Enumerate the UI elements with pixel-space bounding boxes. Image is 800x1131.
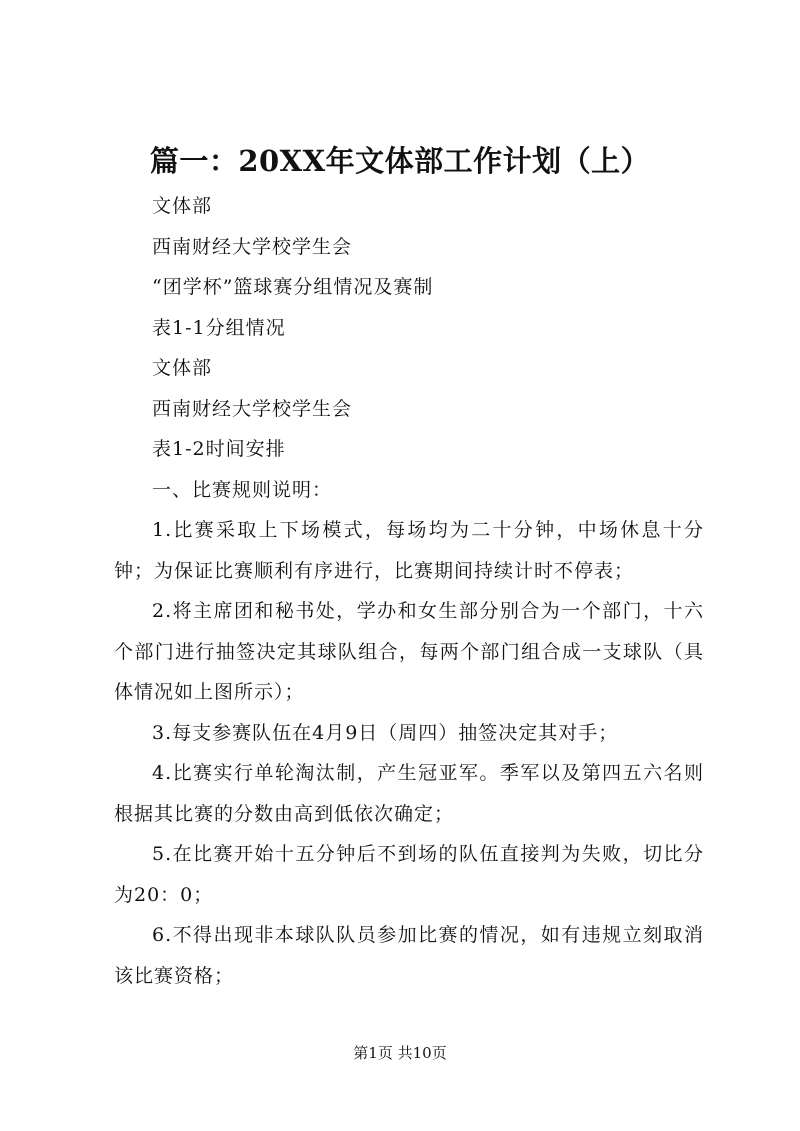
paragraph-event-heading: “团学杯”篮球赛分组情况及赛制 <box>152 276 434 298</box>
paragraph-table-1-1: 表1-1分组情况 <box>152 316 286 339</box>
paragraph-department-2: 文体部 <box>152 357 213 379</box>
paragraph-rule-3: 3.每支参赛队伍在4月9日（周四）抽签决定其对手； <box>152 721 619 744</box>
paragraph-organization-2: 西南财经大学校学生会 <box>152 397 353 420</box>
paragraph-rule-2: 2.将主席团和秘书处，学办和女生部分别合为一个部门，十六个部门进行抽签决定其球队组合，每两个部门组合成一支球队（具体情况如上图所示）； <box>114 600 704 703</box>
page-footer: 第1页 共10页 <box>353 1044 447 1062</box>
document-body <box>114 186 704 996</box>
paragraph-table-1-2: 表1-2时间安排 <box>152 438 286 460</box>
paragraph-department: 文体部 <box>152 195 213 217</box>
paragraph-rules-heading: 一、比赛规则说明： <box>152 478 333 501</box>
paragraph-rule-4: 4.比赛实行单轮淘汰制，产生冠亚军。季军以及第四五六名则根据其比赛的分数由高到低依次确定； <box>114 762 704 825</box>
paragraph-rule-5: 5.在比赛开始十五分钟后不到场的队伍直接判为失败，切比分为20：0； <box>114 843 704 906</box>
paragraph-organization: 西南财经大学校学生会 <box>152 235 353 258</box>
paragraph-rule-1: 1.比赛采取上下场模式，每场均为二十分钟，中场休息十分钟；为保证比赛顺利有序进行，比赛期间持续计时不停表； <box>114 519 704 582</box>
paragraph-rule-6: 6.不得出现非本球队队员参加比赛的情况，如有违规立刻取消该比赛资格； <box>114 924 704 987</box>
document-title: 篇一：20XX年文体部工作计划（上） <box>149 144 651 178</box>
